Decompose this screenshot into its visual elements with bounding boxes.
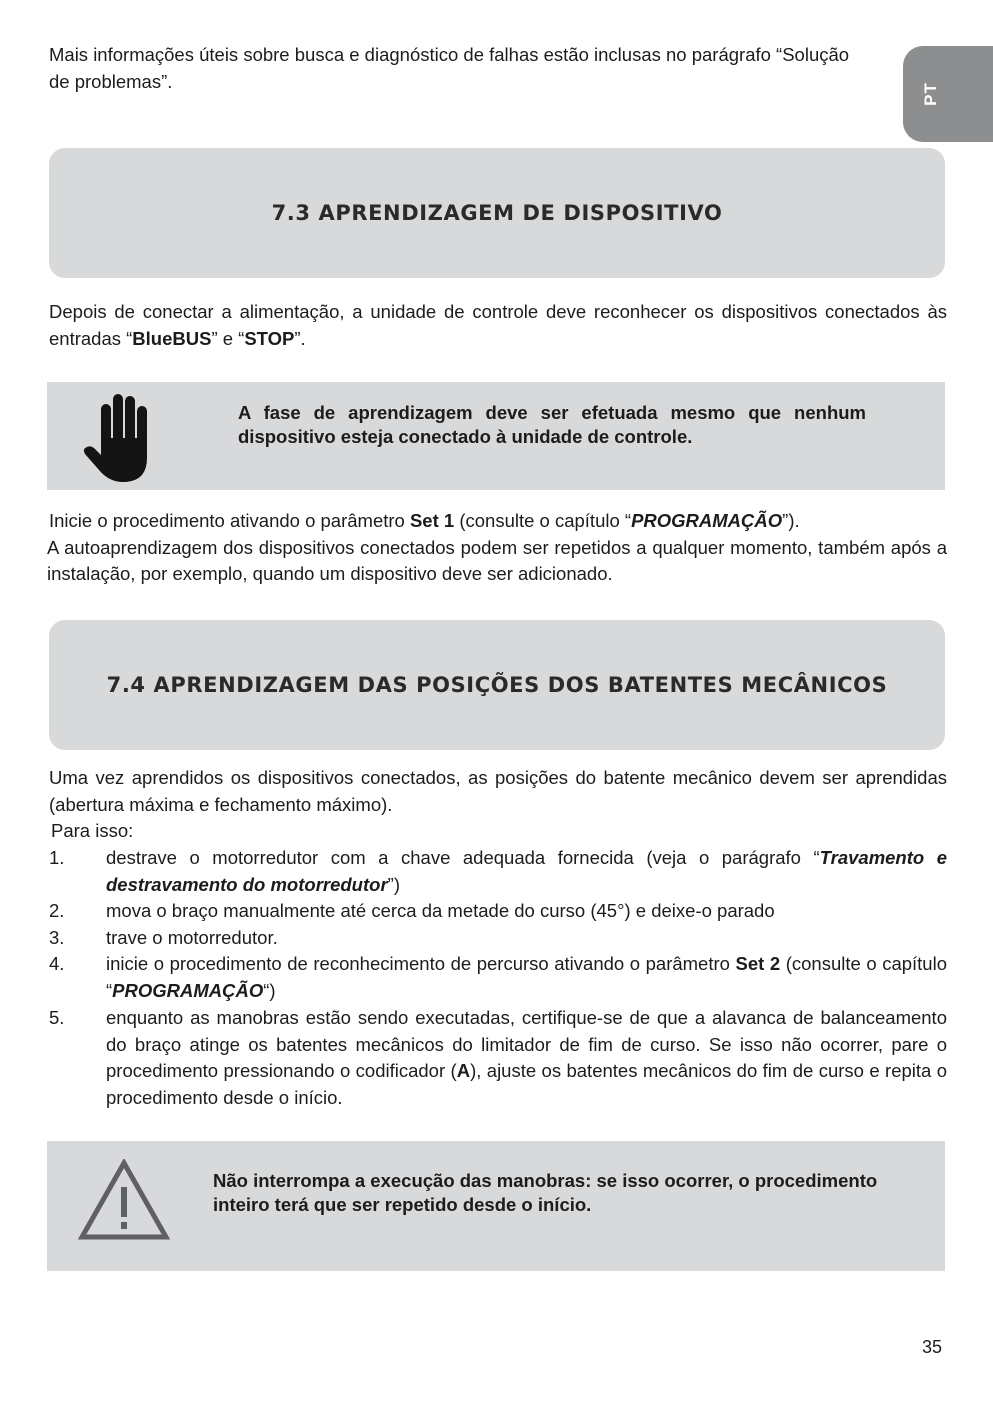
text-run: Inicie o procedimento ativando o parâmetro [49, 510, 410, 531]
warning-note-text: Não interrompa a execução das manobras: se isso ocorrer, o procedimento inteiro terá que ser repetido desde o início. [213, 1170, 878, 1215]
list-number: 3. [49, 927, 65, 948]
text-run: ”). [782, 510, 800, 531]
text-run: ), ajuste os batentes mecânicos do fim de curso e repita o procedimento desde o início. [106, 1060, 947, 1108]
set-1-term: Set 1 [409, 510, 455, 531]
section-7-4-header [49, 620, 945, 750]
section-7-3-title: 7.3 APRENDIZAGEM DE DISPOSITIVO [271, 200, 723, 225]
warning-triangle-icon [78, 1159, 170, 1241]
text-run: inicie o procedimento de reconhecimento de percurso ativando o parâmetro [106, 953, 736, 974]
section-7-4-intro: Para isso: [51, 820, 134, 841]
travamento-reference: Travamento e destravamento do motorredutor [106, 847, 947, 895]
list-item-text [106, 951, 947, 1004]
intro-line-1: Mais informações úteis sobre busca e diagnóstico de falhas estão inclusas no parágrafo “Solução [49, 44, 850, 65]
learning-note-text: A fase de aprendizagem deve ser efetuada mesmo que nenhum dispositivo esteja conectado à unidade de controle. [238, 402, 866, 447]
stop-hand-icon [83, 392, 163, 484]
list-number: 5. [49, 1007, 65, 1028]
programacao-term: PROGRAMAÇÃO [631, 510, 783, 531]
bluebus-term: BlueBUS [132, 327, 212, 349]
list-number: 2. [49, 900, 65, 921]
set-2-term: Set 2 [735, 953, 781, 974]
text-run: (consulte o capítulo “ [106, 953, 947, 1001]
list-item-text [106, 845, 947, 898]
procedure-line [49, 508, 947, 535]
text-run: destrave o motorredutor com a chave adequada fornecida (veja o parágrafo “ [106, 847, 820, 868]
language-tab-label: PT [920, 82, 940, 106]
language-tab [903, 46, 993, 142]
list-item-text: mova o braço manualmente até cerca da metade do curso (45°) e deixe-o parado [106, 900, 775, 921]
warning-note-box [47, 1141, 945, 1271]
text-run: enquanto as manobras estão sendo executadas, certifique-se de que a alavanca de balanceamento do braço atinge os batentes mecânicos do limitador de fim de curso. Se isso não ocorrer, pare o procedimento pressionando o codificador ( [106, 1007, 947, 1081]
text-run: (consulte o capítulo “ [454, 510, 632, 531]
intro-line-2: de problemas”. [49, 70, 173, 92]
stop-term: STOP [244, 327, 295, 349]
text-run: Depois de conectar a alimentação, a unidade de controle deve reconhecer os dispositivos conectados às entradas “ [49, 301, 947, 349]
section-7-3-paragraph [49, 299, 947, 352]
list-item-text [106, 1005, 947, 1111]
programacao-term: PROGRAMAÇÃO [112, 979, 264, 1001]
text-run: “) [263, 979, 276, 1001]
learning-note-box [47, 382, 945, 490]
text-run: ”) [387, 873, 400, 895]
section-7-4-title: 7.4 APRENDIZAGEM DAS POSIÇÕES DOS BATENTES MECÂNICOS [106, 672, 888, 697]
text-run: ” e “ [211, 327, 245, 349]
list-number: 1. [49, 847, 65, 868]
section-7-4-paragraph: Uma vez aprendidos os dispositivos conectados, as posições do batente mecânico devem ser aprendidas (abertura máxima e fechamento máximo). [49, 767, 947, 815]
intro-paragraph [49, 42, 909, 95]
page-number: 35 [922, 1337, 943, 1357]
encoder-label: A [456, 1060, 471, 1081]
text-run: ”. [294, 327, 306, 349]
section-7-3-header [49, 148, 945, 278]
list-item-text: trave o motorredutor. [106, 927, 278, 948]
autolearning-text: A autoaprendizagem dos dispositivos conectados podem ser repetidos a qualquer momento, também após a instalação, por exemplo, quando um dispositivo deve ser adicionado. [47, 536, 947, 584]
section-7-3-procedure [49, 508, 947, 588]
list-number: 4. [49, 953, 65, 974]
